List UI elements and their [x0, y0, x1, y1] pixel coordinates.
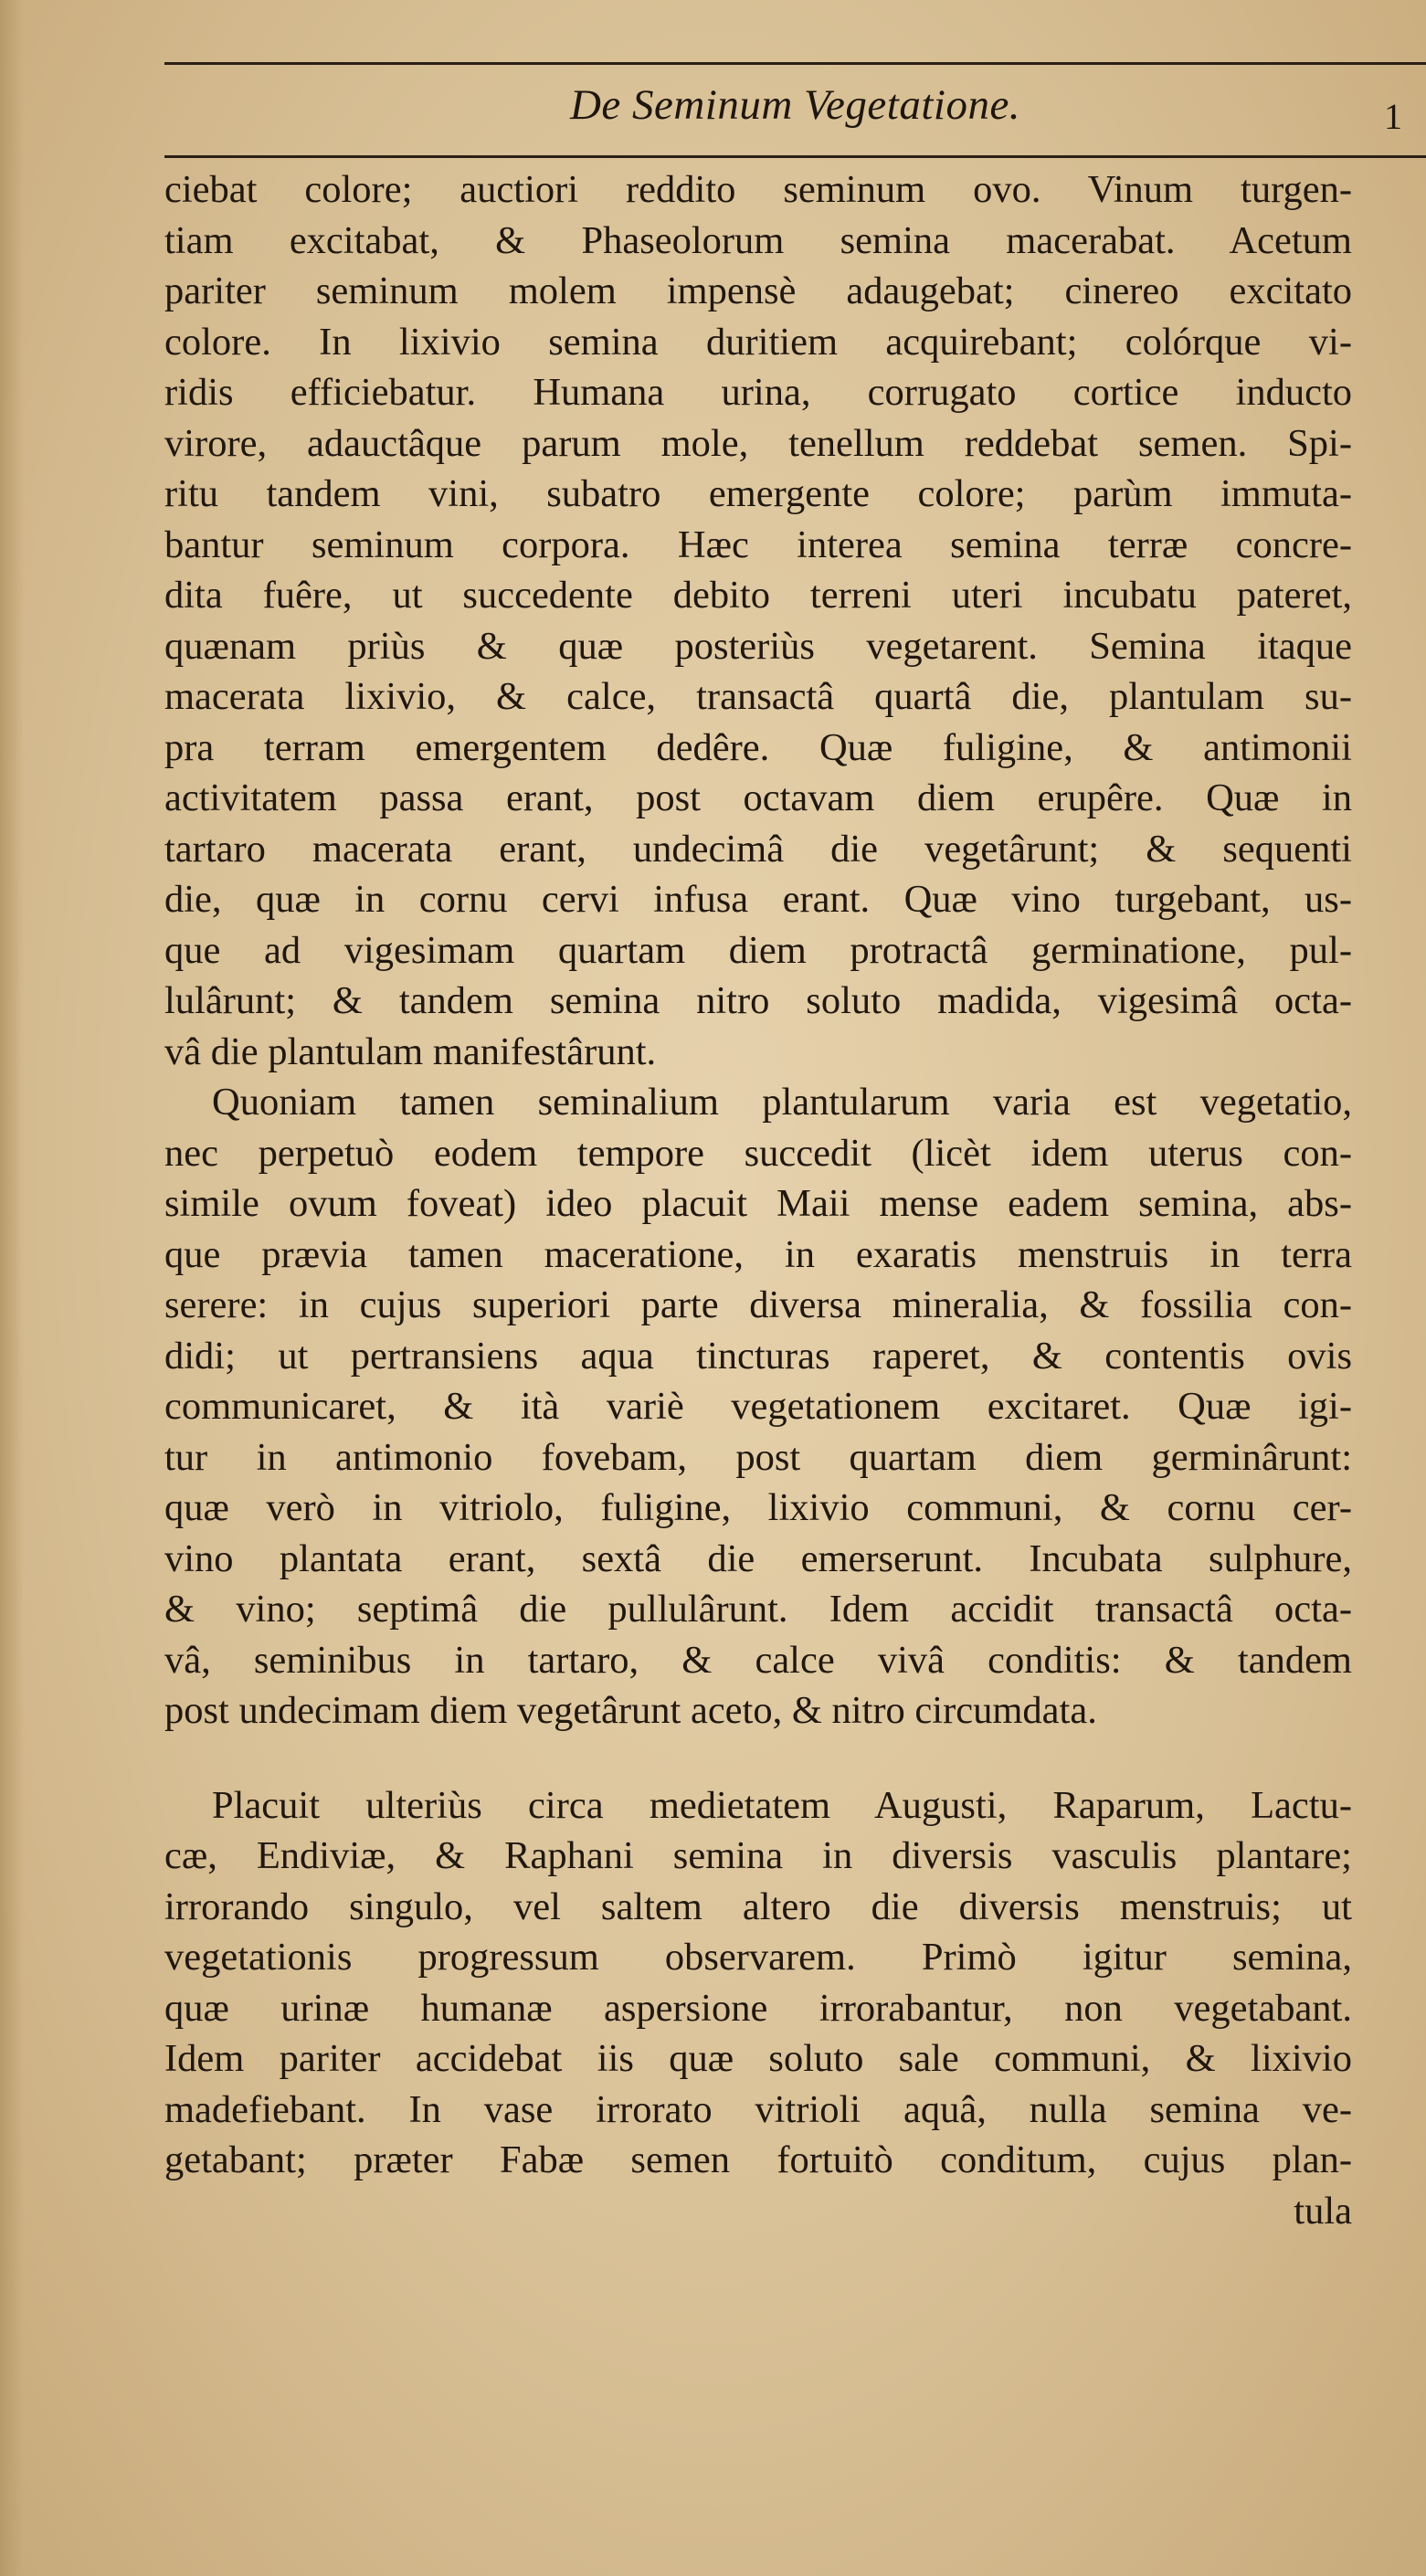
- text-line: quæ verò in vitriolo, fuligine, lixivio communi, & cornu cer-: [164, 1486, 1352, 1529]
- paragraph-spacer: [164, 1737, 1352, 1780]
- header-rule-top: [164, 62, 1426, 65]
- text-line: quæ urinæ humanæ aspersione irrorabantur, non vegetabant.: [164, 1986, 1352, 2030]
- text-line: nec perpetuò eodem tempore succedit (licèt idem uterus con-: [164, 1131, 1352, 1175]
- text-line: colore. In lixivio semina duritiem acquirebant; colórque vi-: [164, 320, 1352, 364]
- text-line: lulârunt; & tandem semina nitro soluto madida, vigesimâ octa-: [164, 979, 1352, 1022]
- text-line: que ad vigesimam quartam diem protractâ germinatione, pul-: [164, 928, 1352, 972]
- text-line: vâ die plantulam manifestârunt.: [164, 1029, 657, 1073]
- text-line: didi; ut pertransiens aqua tincturas raperet, & contentis ovis: [164, 1334, 1352, 1378]
- text-line: vegetationis progressum observarem. Primò igitur semina,: [164, 1936, 1352, 1979]
- catchword: tula: [1294, 2189, 1352, 2233]
- text-line: activitatem passa erant, post octavam diem erupêre. Quæ in: [164, 776, 1352, 819]
- text-line: post undecimam diem vegetârunt aceto, & nitro circumdata.: [164, 1689, 1097, 1732]
- text-line: tur in antimonio fovebam, post quartam diem germinârunt:: [164, 1435, 1352, 1479]
- running-title: De Seminum Vegetatione.: [569, 81, 1021, 129]
- text-line: bantur seminum corpora. Hæc interea semina terræ concre-: [164, 523, 1352, 566]
- text-line: vino plantata erant, sextâ die emerserunt. Incubata sulphure,: [164, 1536, 1352, 1580]
- text-line: virore, adauctâque parum mole, tenellum reddebat semen. Spi-: [164, 421, 1352, 465]
- text-line: que prævia tamen maceratione, in exaratis menstruis in terra: [164, 1232, 1352, 1276]
- text-line: communicaret, & ità variè vegetationem excitaret. Quæ igi-: [164, 1385, 1352, 1428]
- paragraph-2: [164, 1077, 1352, 1737]
- text-line: simile ovum foveat) ideo placuit Maii mense eadem semina, abs-: [164, 1182, 1352, 1225]
- text-line: pariter seminum molem impensè adaugebat; cinereo excitato: [164, 269, 1352, 312]
- text-line: serere: in cujus superiori parte diversa mineralia, & fossilia con-: [164, 1283, 1352, 1326]
- text-line: tartaro macerata erant, undecimâ die vegetârunt; & sequenti: [164, 827, 1352, 871]
- header-rule-bottom: [164, 155, 1426, 158]
- text-line: cæ, Endiviæ, & Raphani semina in diversis vasculis plantare;: [164, 1834, 1352, 1877]
- text-line: ridis efficiebatur. Humana urina, corrugato cortice inducto: [164, 371, 1352, 414]
- text-line: Placuit ulteriùs circa medietatem Augusti, Raparum, Lactu-: [212, 1783, 1352, 1827]
- text-line: quænam priùs & quæ posteriùs vegetarent. Semina itaque: [164, 624, 1352, 668]
- page-number: 1: [1384, 96, 1402, 137]
- text-line: tiam excitabat, & Phaseolorum semina macerabat. Acetum: [164, 218, 1352, 262]
- paragraph-1: [164, 164, 1352, 1077]
- text-line: irrorando singulo, vel saltem altero die diversis menstruis; ut: [164, 1884, 1352, 1928]
- text-line: Idem pariter accidebat iis quæ soluto sale communi, & lixivio: [164, 2037, 1352, 2080]
- text-line: vâ, seminibus in tartaro, & calce vivâ conditis: & tandem: [164, 1638, 1352, 1682]
- paragraph-3: [164, 1780, 1352, 2186]
- body-text: [164, 164, 1352, 2236]
- text-line: Quoniam tamen seminalium plantularum varia est vegetatio,: [212, 1081, 1352, 1124]
- text-line: madefiebant. In vase irrorato vitrioli aquâ, nulla semina ve-: [164, 2087, 1352, 2131]
- text-line: ciebat colore; auctiori reddito seminum ovo. Vinum turgen-: [164, 168, 1352, 211]
- text-line: pra terram emergentem dedêre. Quæ fuligine, & antimonii: [164, 725, 1352, 769]
- text-line: die, quæ in cornu cervi infusa erant. Quæ vino turgebant, us-: [164, 878, 1352, 921]
- text-line: ritu tandem vini, subatro emergente colore; parùm immuta-: [164, 472, 1352, 515]
- text-line: macerata lixivio, & calce, transactâ quartâ die, plantulam su-: [164, 675, 1352, 718]
- text-line: getabant; præter Fabæ semen fortuitò conditum, cujus plan-: [164, 2138, 1352, 2181]
- text-line: & vino; septimâ die pullulârunt. Idem accidit transactâ octa-: [164, 1588, 1352, 1631]
- text-line: dita fuêre, ut succedente debito terreni uteri incubatu pateret,: [164, 574, 1352, 617]
